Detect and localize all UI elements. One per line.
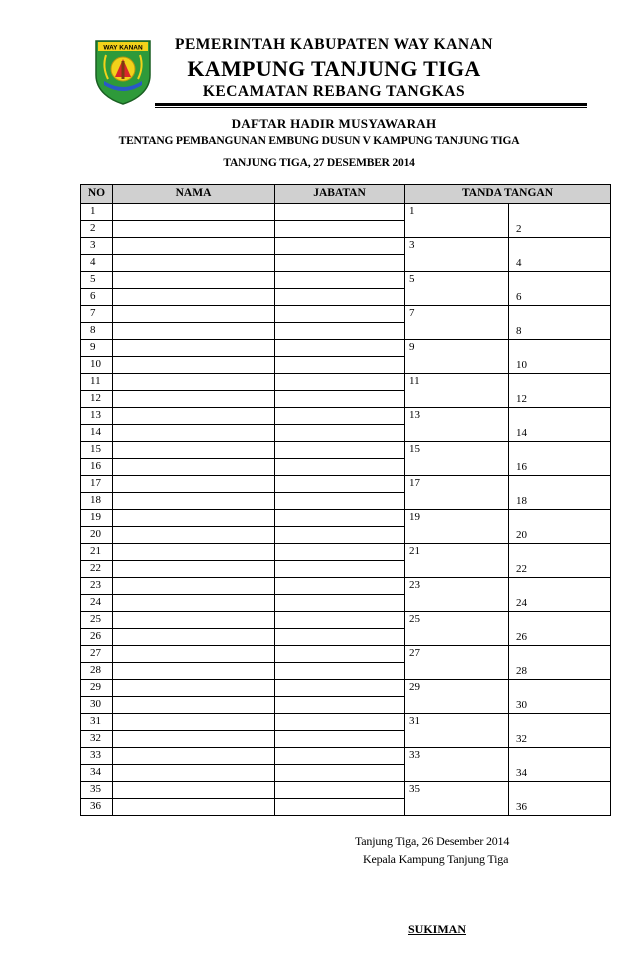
signature-slot-right: 2	[509, 204, 611, 238]
jabatan-cell	[275, 510, 405, 527]
signature-slot-left: 3	[405, 238, 509, 272]
nama-cell	[113, 782, 275, 799]
signature-slot-right: 24	[509, 578, 611, 612]
table-row	[81, 374, 611, 391]
nama-cell	[113, 646, 275, 663]
nama-cell	[113, 204, 275, 221]
nama-cell	[113, 561, 275, 578]
nama-cell	[113, 289, 275, 306]
nama-cell	[113, 544, 275, 561]
jabatan-cell	[275, 782, 405, 799]
signature-slot-left: 1	[405, 204, 509, 238]
jabatan-cell	[275, 425, 405, 442]
signature-slot-right: 4	[509, 238, 611, 272]
nama-cell	[113, 612, 275, 629]
row-number: 20	[81, 527, 113, 544]
jabatan-cell	[275, 765, 405, 782]
letterhead-district: KECAMATAN REBANG TANGKAS	[202, 83, 466, 100]
row-number: 22	[81, 561, 113, 578]
row-number: 26	[81, 629, 113, 646]
header-no: NO	[81, 185, 113, 204]
nama-cell	[113, 408, 275, 425]
nama-cell	[113, 510, 275, 527]
signature-role: Kepala Kampung Tanjung Tiga	[363, 852, 509, 866]
table-row	[81, 782, 611, 799]
row-number: 34	[81, 765, 113, 782]
table-row	[81, 646, 611, 663]
nama-cell	[113, 527, 275, 544]
nama-cell	[113, 238, 275, 255]
jabatan-cell	[275, 459, 405, 476]
document-subject: TENTANG PEMBANGUNAN EMBUNG DUSUN V KAMPUNG TANJUNG TIGA	[118, 135, 520, 147]
signature-slot-right: 30	[509, 680, 611, 714]
nama-cell	[113, 680, 275, 697]
signature-place-date: Tanjung Tiga, 26 Desember 2014	[355, 834, 510, 848]
nama-cell	[113, 374, 275, 391]
nama-cell	[113, 731, 275, 748]
signature-slot-left: 9	[405, 340, 509, 374]
signature-slot-right: 10	[509, 340, 611, 374]
signature-slot-right: 28	[509, 646, 611, 680]
signature-slot-left: 7	[405, 306, 509, 340]
nama-cell	[113, 578, 275, 595]
row-number: 15	[81, 442, 113, 459]
nama-cell	[113, 306, 275, 323]
signature-slot-left: 25	[405, 612, 509, 646]
signature-slot-left: 33	[405, 748, 509, 782]
signature-slot-right: 22	[509, 544, 611, 578]
table-row	[81, 238, 611, 255]
row-number: 36	[81, 799, 113, 816]
jabatan-cell	[275, 527, 405, 544]
row-number: 31	[81, 714, 113, 731]
jabatan-cell	[275, 612, 405, 629]
jabatan-cell	[275, 357, 405, 374]
row-number: 1	[81, 204, 113, 221]
attendance-body	[81, 204, 611, 816]
table-row	[81, 306, 611, 323]
nama-cell	[113, 595, 275, 612]
nama-cell	[113, 323, 275, 340]
signature-slot-left: 5	[405, 272, 509, 306]
signature-slot-left: 15	[405, 442, 509, 476]
nama-cell	[113, 255, 275, 272]
jabatan-cell	[275, 731, 405, 748]
row-number: 32	[81, 731, 113, 748]
nama-cell	[113, 221, 275, 238]
nama-cell	[113, 272, 275, 289]
jabatan-cell	[275, 221, 405, 238]
table-row	[81, 272, 611, 289]
signature-slot-left: 27	[405, 646, 509, 680]
table-row	[81, 510, 611, 527]
jabatan-cell	[275, 748, 405, 765]
letterhead-rule-thin	[155, 107, 587, 108]
nama-cell	[113, 476, 275, 493]
jabatan-cell	[275, 799, 405, 816]
jabatan-cell	[275, 714, 405, 731]
nama-cell	[113, 697, 275, 714]
signature-slot-right: 26	[509, 612, 611, 646]
nama-cell	[113, 357, 275, 374]
jabatan-cell	[275, 578, 405, 595]
header-nama: NAMA	[113, 185, 275, 204]
signature-slot-right: 36	[509, 782, 611, 816]
signature-slot-right: 8	[509, 306, 611, 340]
signature-slot-left: 23	[405, 578, 509, 612]
signature-slot-right: 6	[509, 272, 611, 306]
row-number: 13	[81, 408, 113, 425]
table-row	[81, 680, 611, 697]
row-number: 27	[81, 646, 113, 663]
document-date: TANJUNG TIGA, 27 DESEMBER 2014	[223, 157, 415, 169]
jabatan-cell	[275, 408, 405, 425]
row-number: 6	[81, 289, 113, 306]
row-number: 12	[81, 391, 113, 408]
signature-slot-right: 20	[509, 510, 611, 544]
row-number: 5	[81, 272, 113, 289]
letterhead-village: KAMPUNG TANJUNG TIGA	[187, 56, 481, 81]
jabatan-cell	[275, 629, 405, 646]
row-number: 29	[81, 680, 113, 697]
jabatan-cell	[275, 238, 405, 255]
nama-cell	[113, 714, 275, 731]
signature-slot-right: 18	[509, 476, 611, 510]
jabatan-cell	[275, 255, 405, 272]
signature-slot-right: 16	[509, 442, 611, 476]
row-number: 7	[81, 306, 113, 323]
jabatan-cell	[275, 391, 405, 408]
row-number: 9	[81, 340, 113, 357]
logo-text: WAY KANAN	[103, 44, 143, 52]
attendance-table	[80, 184, 611, 816]
letterhead-government: PEMERINTAH KABUPATEN WAY KANAN	[175, 36, 493, 53]
jabatan-cell	[275, 204, 405, 221]
jabatan-cell	[275, 306, 405, 323]
nama-cell	[113, 459, 275, 476]
table-row	[81, 544, 611, 561]
signature-name: SUKIMAN	[408, 922, 467, 936]
row-number: 8	[81, 323, 113, 340]
jabatan-cell	[275, 646, 405, 663]
signature-slot-left: 31	[405, 714, 509, 748]
table-row	[81, 578, 611, 595]
signature-slot-left: 29	[405, 680, 509, 714]
jabatan-cell	[275, 595, 405, 612]
signature-slot-left: 17	[405, 476, 509, 510]
jabatan-cell	[275, 561, 405, 578]
signature-slot-left: 35	[405, 782, 509, 816]
nama-cell	[113, 391, 275, 408]
table-row	[81, 748, 611, 765]
signature-slot-right: 14	[509, 408, 611, 442]
jabatan-cell	[275, 544, 405, 561]
letterhead	[0, 0, 638, 110]
signature-slot-left: 19	[405, 510, 509, 544]
header-tanda-tangan: TANDA TANGAN	[405, 185, 611, 204]
row-number: 23	[81, 578, 113, 595]
row-number: 4	[81, 255, 113, 272]
row-number: 10	[81, 357, 113, 374]
nama-cell	[113, 629, 275, 646]
row-number: 35	[81, 782, 113, 799]
jabatan-cell	[275, 442, 405, 459]
row-number: 14	[81, 425, 113, 442]
row-number: 21	[81, 544, 113, 561]
row-number: 3	[81, 238, 113, 255]
row-number: 17	[81, 476, 113, 493]
nama-cell	[113, 748, 275, 765]
jabatan-cell	[275, 272, 405, 289]
table-row	[81, 204, 611, 221]
jabatan-cell	[275, 340, 405, 357]
row-number: 11	[81, 374, 113, 391]
nama-cell	[113, 765, 275, 782]
nama-cell	[113, 493, 275, 510]
jabatan-cell	[275, 697, 405, 714]
nama-cell	[113, 425, 275, 442]
signature-slot-left: 21	[405, 544, 509, 578]
header-jabatan: JABATAN	[275, 185, 405, 204]
table-row	[81, 442, 611, 459]
jabatan-cell	[275, 323, 405, 340]
row-number: 30	[81, 697, 113, 714]
row-number: 16	[81, 459, 113, 476]
signature-slot-right: 12	[509, 374, 611, 408]
signature-slot-right: 32	[509, 714, 611, 748]
table-row	[81, 408, 611, 425]
jabatan-cell	[275, 476, 405, 493]
nama-cell	[113, 663, 275, 680]
row-number: 18	[81, 493, 113, 510]
table-row	[81, 612, 611, 629]
jabatan-cell	[275, 374, 405, 391]
row-number: 19	[81, 510, 113, 527]
nama-cell	[113, 799, 275, 816]
jabatan-cell	[275, 289, 405, 306]
nama-cell	[113, 442, 275, 459]
signature-slot-left: 13	[405, 408, 509, 442]
signature-slot-right: 34	[509, 748, 611, 782]
letterhead-rule-thick	[155, 103, 587, 106]
table-row	[81, 714, 611, 731]
jabatan-cell	[275, 493, 405, 510]
signature-slot-left: 11	[405, 374, 509, 408]
table-row	[81, 340, 611, 357]
row-number: 25	[81, 612, 113, 629]
nama-cell	[113, 340, 275, 357]
jabatan-cell	[275, 663, 405, 680]
row-number: 24	[81, 595, 113, 612]
document-title: DAFTAR HADIR MUSYAWARAH	[231, 116, 437, 131]
jabatan-cell	[275, 680, 405, 697]
row-number: 33	[81, 748, 113, 765]
row-number: 28	[81, 663, 113, 680]
row-number: 2	[81, 221, 113, 238]
table-header-row	[81, 185, 611, 204]
table-row	[81, 476, 611, 493]
